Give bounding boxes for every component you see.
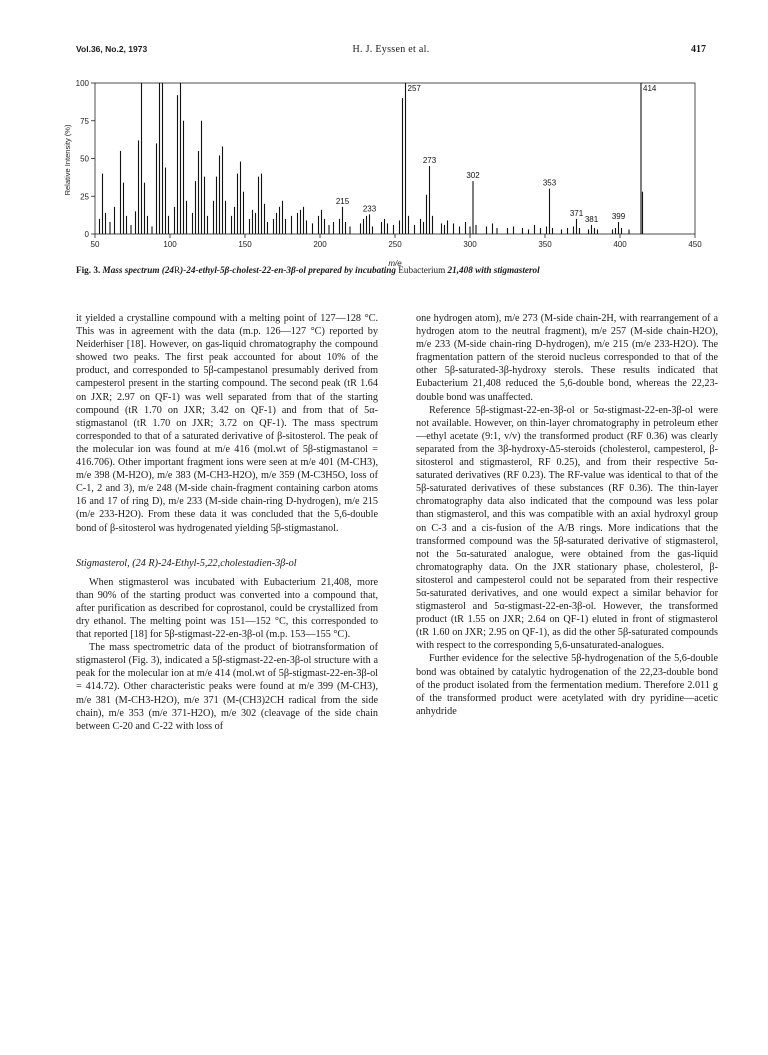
figure-caption: [76, 264, 716, 276]
figure-number: Fig. 3.: [76, 265, 101, 275]
paragraph: When stigmasterol was incubated with Eubacterium 21,408, more than 90% of the starting product was converted into a compound that, after purification as described for coprostanol, could be crystallized from dry ethanol. The melting point was 151—152 °C, this corresponded to that reported [18] for 5β-stigmast-22-en-3β-ol (m.p. 153—155 °C).: [76, 576, 378, 641]
paragraph: The mass spectrometric data of the product of biotransformation of stigmasterol (Fig. 3), indicated a 5β-stigmast-22-en-3β-ol structure with a peak for the molecular ion at m/e 414 (mol.wt of 5β-stigmast-22-en-3β-ol = 414.72). Other characteristic peaks were found at m/e 399 (M-CH3), m/e 381 (M-CH3-H2O), m/e 371 (M-(CH3)2CH radical from the side chain), m/e 353 (m/e 371-H2O), m/e 302 (cleavage of the side chain between C-20 and C-22 with loss of: [76, 642, 378, 732]
journal-volume: Vol.36, No.2, 1973: [76, 44, 148, 54]
y-tick-label: 0: [84, 230, 89, 239]
section-heading: Stigmasterol, (24 R)-24-Ethyl-5,22,cholestadien-3β-ol: [76, 557, 297, 569]
x-tick-label: 350: [538, 240, 552, 249]
running-head: [76, 44, 706, 58]
y-tick-label: 25: [80, 192, 89, 202]
y-tick-label: 50: [80, 154, 89, 164]
peak-label: 381: [584, 214, 599, 224]
peak-label: 215: [335, 196, 350, 206]
plot-frame: [95, 83, 695, 234]
left-column: [76, 312, 378, 733]
peak-label: 233: [362, 204, 377, 214]
x-tick-label: 200: [313, 240, 327, 249]
x-tick-label: 250: [388, 240, 402, 249]
peak-label: 414: [643, 84, 657, 93]
x-axis-label: m/e: [388, 259, 402, 268]
y-axis-label: Relative Intensity (%): [63, 124, 72, 196]
author-line: H. J. Eyssen et al.: [352, 44, 430, 55]
mass-spectrum-chart: [50, 78, 720, 278]
peak-label: 302: [466, 171, 480, 181]
mass-spectrum-figure: [50, 78, 720, 278]
caption-configuration: R: [174, 265, 181, 275]
caption-part-b: )-24-ethyl-5β-cholest-22-en-3β-ol prepared by incubating: [180, 265, 396, 275]
x-tick-label: 100: [163, 240, 177, 249]
peak-label: 399: [611, 211, 626, 221]
x-tick-label: 400: [613, 240, 627, 249]
caption-part-c: 21,408 with stigmasterol: [447, 265, 540, 275]
peak-label: 257: [407, 84, 421, 93]
right-column: [416, 312, 718, 718]
paragraph: one hydrogen atom), m/e 273 (M-side chain-2H, with rearrangement of a hydrogen atom to the neutral fragment), m/e 257 (M-side chain-H2O), m/e 233 (M-side chain-ring D-hydrogen), m/e 215 (m/e 233-H2O). The fragmentation pattern of the steroid nucleus corresponded to that of the other 5β-saturated-3β-hydroxy sterols. These results indicated that Eubacterium 21,408 reduced the 5,6-double bond, whereas the 22,23-double bond was unaffected.: [416, 313, 718, 403]
paragraph: Further evidence for the selective 5β-hydrogenation of the 5,6-double bond was obtained by catalytic hydrogenation of the 22,23-double bond of the product isolated from the fermentation medium. Therefore 2.011 g of the transformed product were acetylated with dry pyridine—acetic anhydride: [416, 653, 718, 717]
page-number: 417: [691, 44, 706, 55]
peak-label: 371: [569, 208, 584, 218]
x-tick-label: 150: [238, 240, 252, 249]
peak-labels-layer: [336, 84, 657, 224]
x-tick-label: 50: [90, 240, 100, 249]
y-tick-label: 75: [80, 116, 89, 126]
ticks-layer: [76, 79, 703, 249]
caption-organism: Eubacterium: [398, 265, 446, 275]
x-tick-label: 450: [688, 240, 702, 249]
x-tick-label: 300: [463, 240, 477, 249]
paragraph: it yielded a crystalline compound with a melting point of 127—128 °C. This was in agreement with the data (m.p. 126—127 °C) reported by Neiderhiser [18]. However, on gas-liquid chromatography the compound showed two peaks. The first peak accounted for about 10% of the product, and corresponded to 5β-campestanol presumably derived from campesterol present in the starting compound. The second peak (tR 1.64 on JXR; 2.97 on QF-1) was well separated from that of the starting compound (tR 1.70 on JXR; 3.42 on QF-1) and from that of 5α-stigmastanol (tR 1.70 on JXR; 3.72 on QF-1). The mass spectrum corresponded to that of a saturated derivative of β-sitosterol. The peak of the molecular ion was found at m/e 416 (mol.wt of 5β-stigmastanol = 416.706). Other important fragment ions were seen at m/e 401 (M-CH3), m/e 398 (M-H2O), m/e 383 (M-CH3-H2O), m/e 359 (M-C3H5O, loss of C-1, 2 and 3), m/e 248 (M-side chain-fragment containing carbon atoms 16 and 17 of ring D), m/e 233 (M-side chain-ring D-hydrogen), m/e 215 (m/e 233-H2O). From these data it was concluded that the 5,6-double bond of β-sitosterol was hydrogenated yielding 5β-stigmastanol.: [76, 313, 378, 534]
caption-part-a: Mass spectrum (24: [102, 265, 175, 275]
paragraph: Reference 5β-stigmast-22-en-3β-ol or 5α-stigmast-22-en-3β-ol were not available. However, on thin-layer chromatography in petroleum ether—ethyl acetate (9:1, v/v) the transformed product (RF 0.36) was clearly separated from the 3β-hydroxy-Δ5-steroids (cholesterol, campesterol, β-sitosterol and stigmasterol, RF 0.25), and from their respective 5α-saturated derivatives (RF 0.23). The RF-value was identical to that of the 5β-saturated derivatives of these substances (RF 0.36). The thin-layer chromatography data also indicated that the compound was less polar than stigmasterol, and this was compatible with an axial hydroxyl group on C-3 and a cis-fusion of the A/B rings. More indications that the transformed compound was the 5β-saturated derivative of stigmasterol, not the 5α-saturated analogue, were obtained from the gas-liquid chromatography data. On the JXR stationary phase, cholesterol, β-sitosterol and campesterol could not be separated from their respective 5α-saturated derivatives, and one would expect a similar behavior for stigmasterol and 5α-stigmast-22-en-3β-ol. However, the transformed product (tR 1.55 on JXR; 2.64 on QF-1) eluted in front of stigmasterol (tR 1.60 on JXR; 2.95 on QF-1), as did the other 5β-saturated compounds with respect to the corresponding 5,6-unsaturated-analogues.: [416, 404, 718, 652]
peak-label: 273: [422, 156, 437, 166]
y-tick-label: 100: [75, 79, 89, 88]
peak-label: 353: [542, 178, 557, 188]
